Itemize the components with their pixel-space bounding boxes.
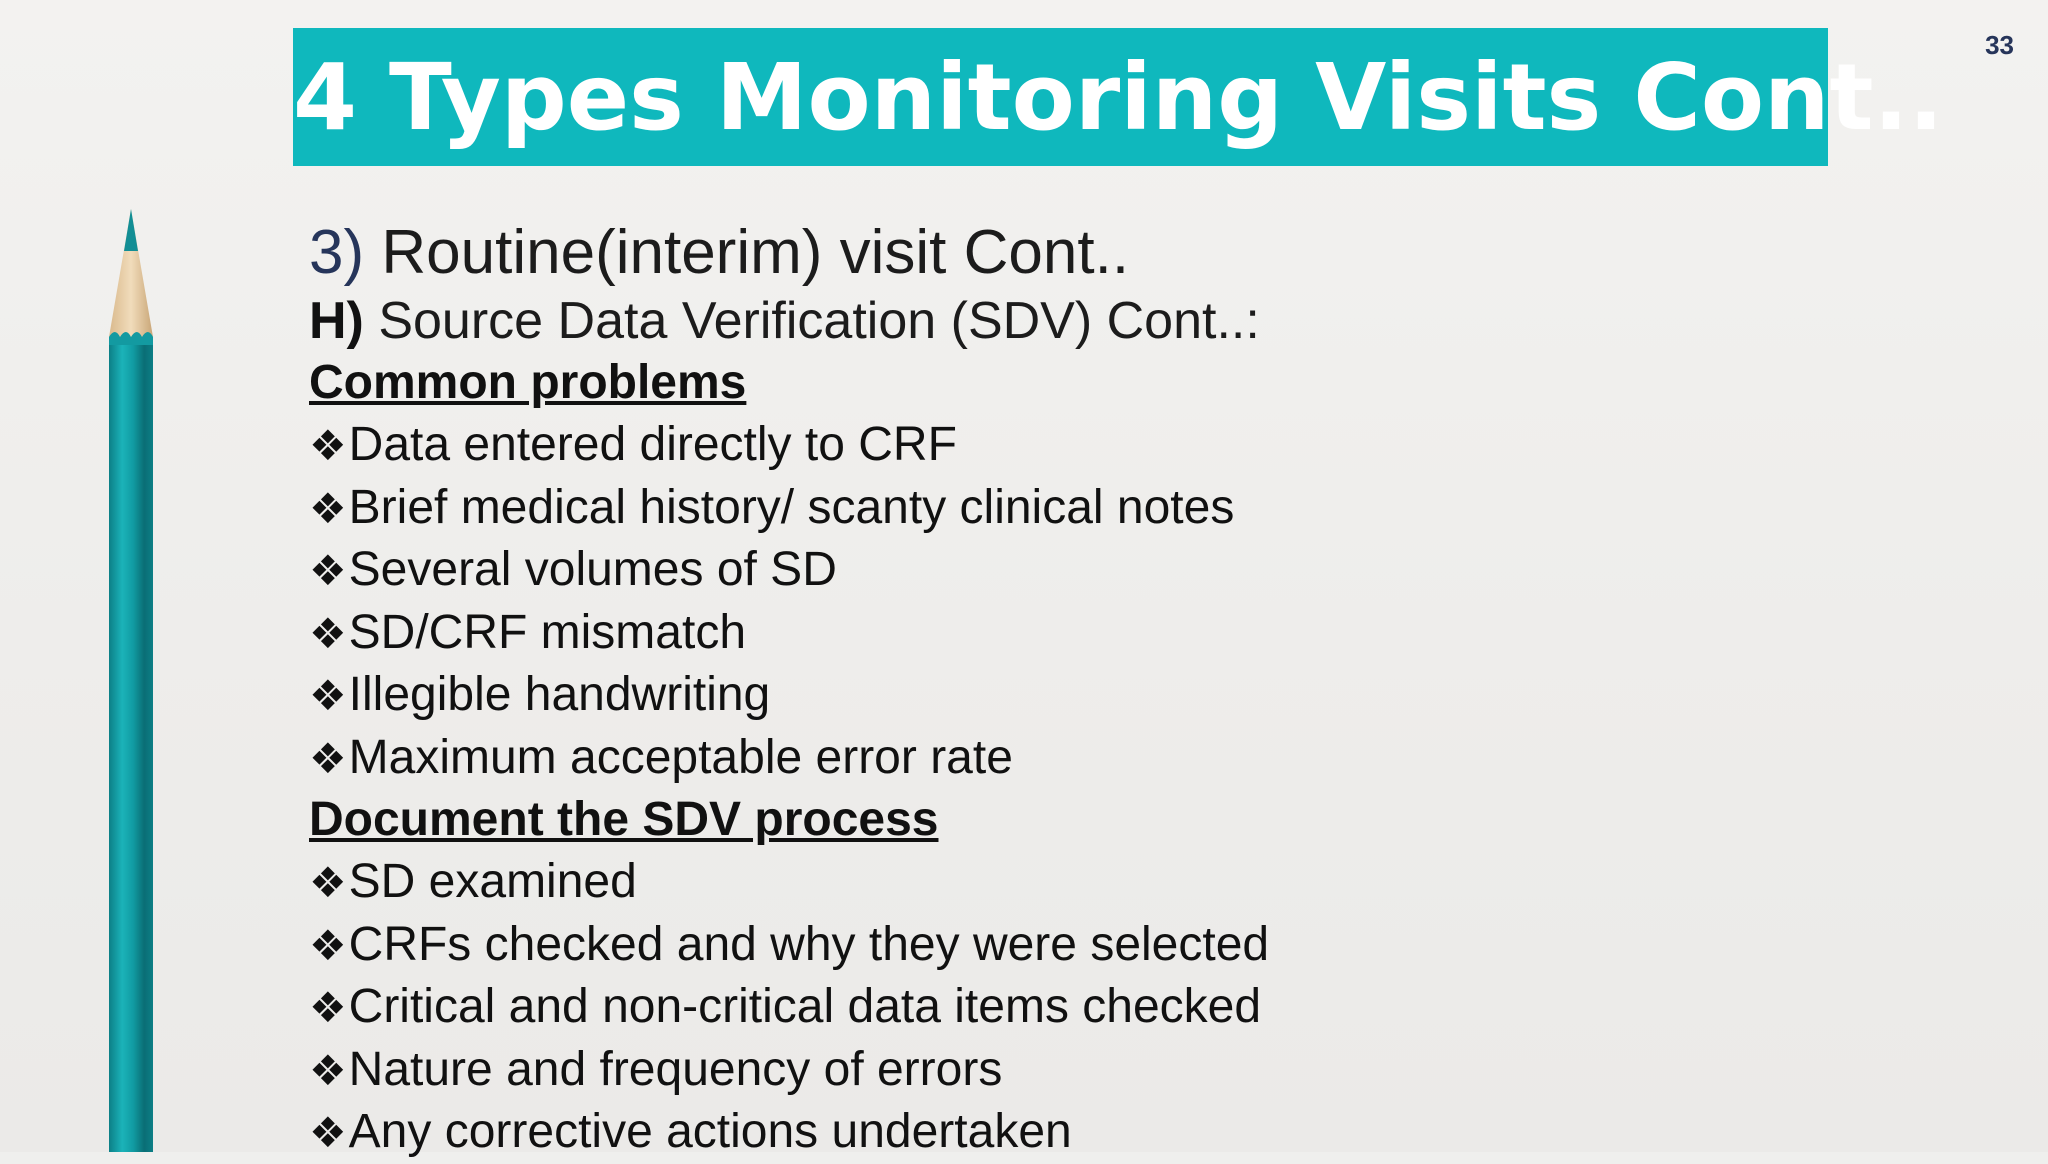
diamond-bullet-icon: ❖ bbox=[309, 983, 347, 1032]
list-item: ❖Critical and non-critical data items checked bbox=[309, 980, 1262, 1033]
diamond-bullet-icon: ❖ bbox=[309, 608, 347, 658]
page-number: 33 bbox=[1985, 30, 2014, 60]
title-banner bbox=[293, 28, 1944, 166]
diamond-bullet-icon: ❖ bbox=[309, 733, 347, 783]
subheading-number: H) bbox=[309, 292, 364, 350]
subsection-heading bbox=[309, 290, 1809, 352]
diamond-bullet-icon: ❖ bbox=[309, 920, 347, 970]
diamond-bullet-icon: ❖ bbox=[309, 1108, 347, 1157]
diamond-bullet-icon: ❖ bbox=[309, 546, 347, 595]
list-item: ❖Nature and frequency of errors bbox=[309, 1042, 1003, 1096]
document-sdv-heading: Document the SDV process bbox=[309, 793, 939, 846]
pencil-icon bbox=[96, 205, 166, 1152]
slide-title: 4 Types Monitoring Visits Cont.. bbox=[293, 43, 1944, 151]
list-item: ❖CRFs checked and why they were selected bbox=[309, 917, 1270, 971]
list-item: ❖Any corrective actions undertaken bbox=[309, 1105, 1072, 1158]
list-item: ❖Data entered directly to CRF bbox=[309, 418, 957, 471]
list-item: ❖Maximum acceptable error rate bbox=[309, 730, 1013, 784]
list-item: ❖Several volumes of SD bbox=[309, 543, 837, 596]
diamond-bullet-icon: ❖ bbox=[309, 1045, 347, 1095]
list-item: ❖Illegible handwriting bbox=[309, 668, 771, 721]
diamond-bullet-icon: ❖ bbox=[309, 483, 347, 533]
heading-text: Routine(interim) visit Cont.. bbox=[381, 218, 1130, 287]
slide-content bbox=[309, 218, 1809, 1164]
list-item: ❖SD examined bbox=[309, 855, 637, 908]
diamond-bullet-icon: ❖ bbox=[309, 421, 347, 470]
common-problems-heading: Common problems bbox=[309, 356, 747, 409]
list-item: ❖SD/CRF mismatch bbox=[309, 605, 747, 659]
diamond-bullet-icon: ❖ bbox=[309, 671, 347, 720]
subheading-text: Source Data Verification (SDV) Cont..: bbox=[378, 292, 1260, 350]
heading-number: 3) bbox=[309, 218, 365, 287]
diamond-bullet-icon: ❖ bbox=[309, 858, 347, 907]
list-item: ❖Brief medical history/ scanty clinical notes bbox=[309, 480, 1235, 534]
section-heading bbox=[309, 218, 1809, 288]
